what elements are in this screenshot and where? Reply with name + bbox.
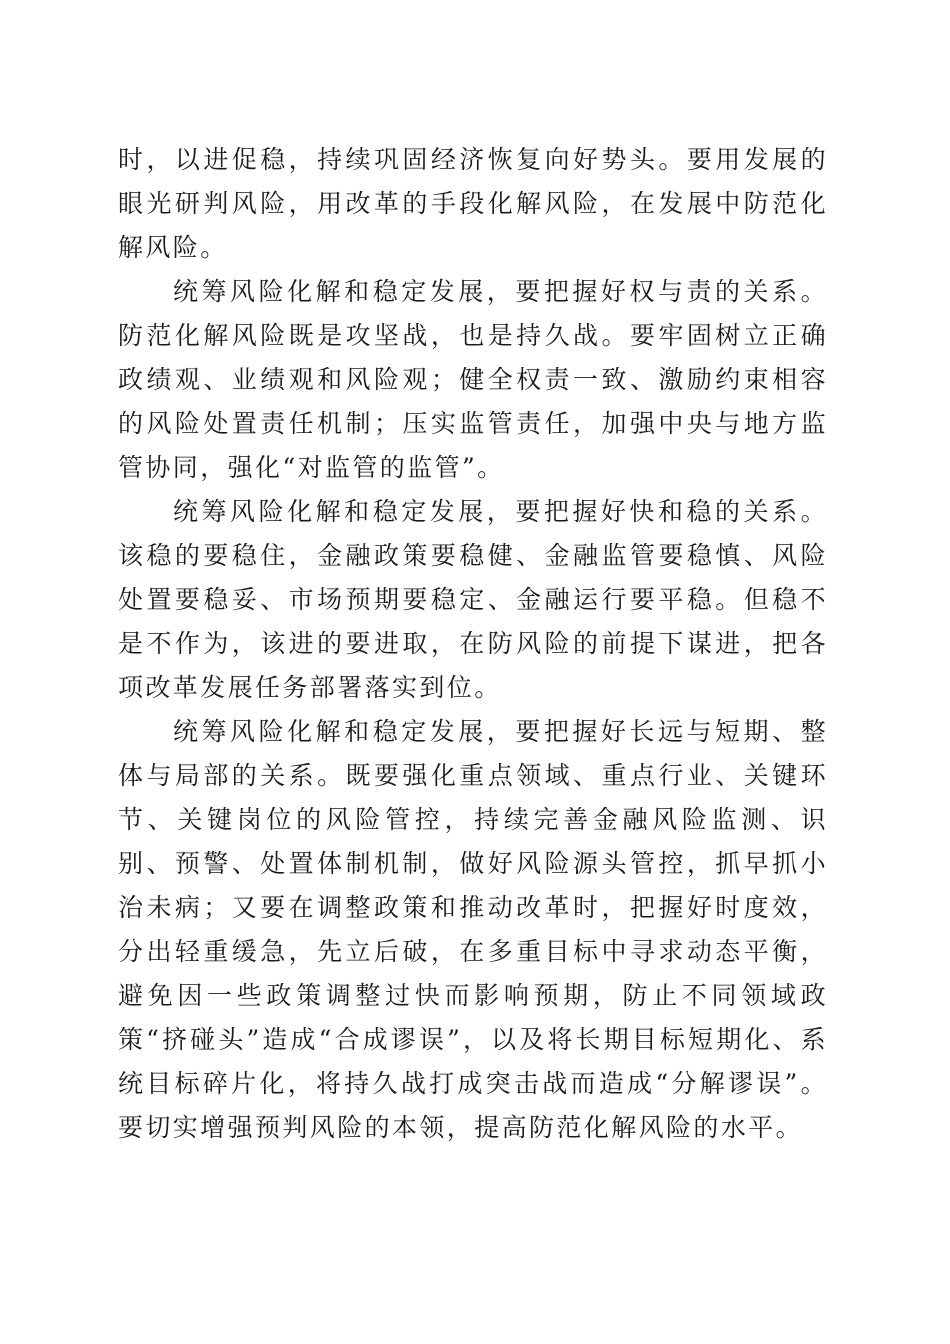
paragraph-3: 统筹风险化解和稳定发展，要把握好快和稳的关系。该稳的要稳住，金融政策要稳健、金融监管要稳慎、风险处置要稳妥、市场预期要稳定、金融运行要平稳。但稳不是不作为，该进的要进取，在防风险的前提下谋进，把各项改革发展任务部署落实到位。: [118, 497, 828, 702]
paragraph-1: 时，以进促稳，持续巩固经济恢复向好势头。要用发展的眼光研判风险，用改革的手段化解风险，在发展中防范化解风险。: [118, 145, 828, 262]
paragraph-2: 统筹风险化解和稳定发展，要把握好权与责的关系。防范化解风险既是攻坚战，也是持久战。要牢固树立正确政绩观、业绩观和风险观；健全权责一致、激励约束相容的风险处置责任机制；压实监管责任，加强中央与地方监管协同，强化“对监管的监管”。: [118, 277, 828, 482]
document-body: [118, 138, 828, 1150]
paragraph-4: 统筹风险化解和稳定发展，要把握好长远与短期、整体与局部的关系。既要强化重点领域、重点行业、关键环节、关键岗位的风险管控，持续完善金融风险监测、识别、预警、处置体制机制，做好风险源头管控，抓早抓小治未病；又要在调整政策和推动改革时，把握好时度效，分出轻重缓急，先立后破，在多重目标中寻求动态平衡，避免因一些政策调整过快而影响预期，防止不同领域政策“挤碰头”造成“合成谬误”，以及将长期目标短期化、系统目标碎片化，将持久战打成突击战而造成“分解谬误”。要切实增强预判风险的本领，提高防范化解风险的水平。: [118, 717, 828, 1142]
